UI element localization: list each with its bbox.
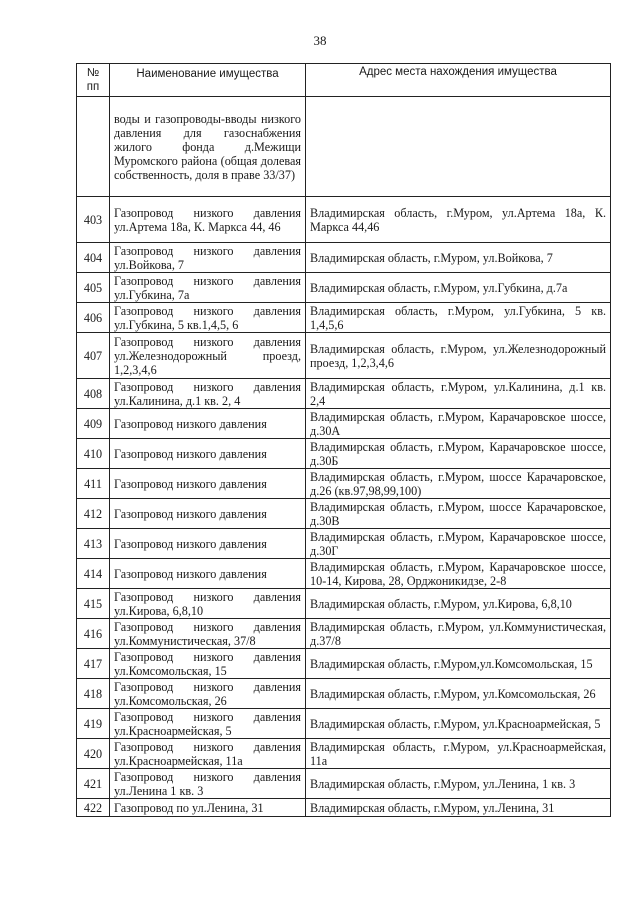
table-row: [77, 739, 611, 769]
row-name: Газопровод низкого давления ул.Железнодорожный проезд, 1,2,3,4,6: [110, 333, 306, 379]
table-row: [77, 619, 611, 649]
row-name: Газопровод низкого давления ул.Губкина, 7а: [110, 273, 306, 303]
row-num: 418: [77, 679, 110, 709]
table-row: [77, 649, 611, 679]
row-name: Газопровод низкого давления ул.Кирова, 6,8,10: [110, 589, 306, 619]
row-name: Газопровод низкого давления ул.Ленина 1 кв. 3: [110, 769, 306, 799]
row-name: Газопровод низкого давления ул.Губкина, 5 кв.1,4,5, 6: [110, 303, 306, 333]
header-address: Адрес места нахождения имущества: [306, 64, 611, 97]
row-address: Владимирская область, г.Муром, шоссе Карачаровское, д.26 (кв.97,98,99,100): [306, 469, 611, 499]
row-num: 406: [77, 303, 110, 333]
row-address: Владимирская область, г.Муром, ул.Комсомольская, 26: [306, 679, 611, 709]
row-address: Владимирская область, г.Муром, ул.Губкина, 5 кв. 1,4,5,6: [306, 303, 611, 333]
row-address: Владимирская область, г.Муром, ул.Губкина, д.7а: [306, 273, 611, 303]
property-table: [76, 63, 611, 817]
row-name: Газопровод низкого давления ул.Красноармейская, 5: [110, 709, 306, 739]
row-name: Газопровод по ул.Ленина, 31: [110, 799, 306, 817]
row-name: Газопровод низкого давления ул.Комсомольская, 15: [110, 649, 306, 679]
table-row: [77, 243, 611, 273]
row-num: 404: [77, 243, 110, 273]
row-num: 420: [77, 739, 110, 769]
table-row: [77, 273, 611, 303]
table-row: [77, 769, 611, 799]
table-row: [77, 679, 611, 709]
table-row: [77, 409, 611, 439]
row-address: Владимирская область, г.Муром, Карачаровское шоссе, д.30А: [306, 409, 611, 439]
table-row: [77, 589, 611, 619]
row-address: Владимирская область, г.Муром, Карачаровское шоссе, 10-14, Кирова, 28, Орджоникидзе, 2-8: [306, 559, 611, 589]
table-row: [77, 439, 611, 469]
table-row: [77, 333, 611, 379]
continuation-address: [306, 97, 611, 197]
header-num: № пп: [77, 64, 110, 97]
row-address: Владимирская область, г.Муром, ул.Железнодорожный проезд, 1,2,3,4,6: [306, 333, 611, 379]
row-address: Владимирская область, г.Муром, ул.Кирова, 6,8,10: [306, 589, 611, 619]
row-num: 405: [77, 273, 110, 303]
row-name: Газопровод низкого давления: [110, 559, 306, 589]
row-name: Газопровод низкого давления ул.Войкова, 7: [110, 243, 306, 273]
row-num: 407: [77, 333, 110, 379]
row-address: Владимирская область, г.Муром, ул.Войкова, 7: [306, 243, 611, 273]
table-row: [77, 799, 611, 817]
continuation-row: [77, 97, 611, 197]
table-row: [77, 529, 611, 559]
table-row: [77, 499, 611, 529]
row-num: 413: [77, 529, 110, 559]
row-address: Владимирская область, г.Муром,ул.Комсомольская, 15: [306, 649, 611, 679]
row-name: Газопровод низкого давления: [110, 469, 306, 499]
row-name: Газопровод низкого давления ул.Красноармейская, 11а: [110, 739, 306, 769]
row-name: Газопровод низкого давления: [110, 499, 306, 529]
row-address: Владимирская область, г.Муром, ул.Артема 18а, К. Маркса 44,46: [306, 197, 611, 243]
row-num: 419: [77, 709, 110, 739]
row-num: 414: [77, 559, 110, 589]
row-num: 410: [77, 439, 110, 469]
table-row: [77, 197, 611, 243]
row-name: Газопровод низкого давления ул.Комсомольская, 26: [110, 679, 306, 709]
row-num: 411: [77, 469, 110, 499]
row-address: Владимирская область, г.Муром, ул.Ленина, 1 кв. 3: [306, 769, 611, 799]
table-row: [77, 303, 611, 333]
table-header-row: [77, 64, 611, 97]
table-row: [77, 709, 611, 739]
header-name: Наименование имущества: [110, 64, 306, 97]
row-name: Газопровод низкого давления ул.Артема 18а, К. Маркса 44, 46: [110, 197, 306, 243]
row-name: Газопровод низкого давления ул.Калинина, д.1 кв. 2, 4: [110, 379, 306, 409]
table-row: [77, 559, 611, 589]
row-address: Владимирская область, г.Муром, ул.Калинина, д.1 кв. 2,4: [306, 379, 611, 409]
row-address: Владимирская область, г.Муром, Карачаровское шоссе, д.30Г: [306, 529, 611, 559]
continuation-name: воды и газопроводы-вводы низкого давления для газоснабжения жилого фонда д.Межищи Муромского района (общая долевая собственность, доля в праве 33/37): [110, 97, 306, 197]
row-num: 415: [77, 589, 110, 619]
row-address: Владимирская область, г.Муром, ул.Красноармейская, 11а: [306, 739, 611, 769]
row-num: 408: [77, 379, 110, 409]
row-name: Газопровод низкого давления: [110, 409, 306, 439]
row-address: Владимирская область, г.Муром, ул.Красноармейская, 5: [306, 709, 611, 739]
row-num: 421: [77, 769, 110, 799]
row-num: 403: [77, 197, 110, 243]
row-address: Владимирская область, г.Муром, ул.Коммунистическая, д.37/8: [306, 619, 611, 649]
table-row: [77, 469, 611, 499]
row-num: 412: [77, 499, 110, 529]
row-num: 422: [77, 799, 110, 817]
continuation-num: [77, 97, 110, 197]
row-num: 409: [77, 409, 110, 439]
row-name: Газопровод низкого давления ул.Коммунистическая, 37/8: [110, 619, 306, 649]
row-address: Владимирская область, г.Муром, шоссе Карачаровское, д.30В: [306, 499, 611, 529]
row-address: Владимирская область, г.Муром, ул.Ленина, 31: [306, 799, 611, 817]
row-num: 416: [77, 619, 110, 649]
row-name: Газопровод низкого давления: [110, 439, 306, 469]
row-num: 417: [77, 649, 110, 679]
row-name: Газопровод низкого давления: [110, 529, 306, 559]
page-number: 38: [313, 33, 327, 48]
row-address: Владимирская область, г.Муром, Карачаровское шоссе, д.30Б: [306, 439, 611, 469]
table-row: [77, 379, 611, 409]
